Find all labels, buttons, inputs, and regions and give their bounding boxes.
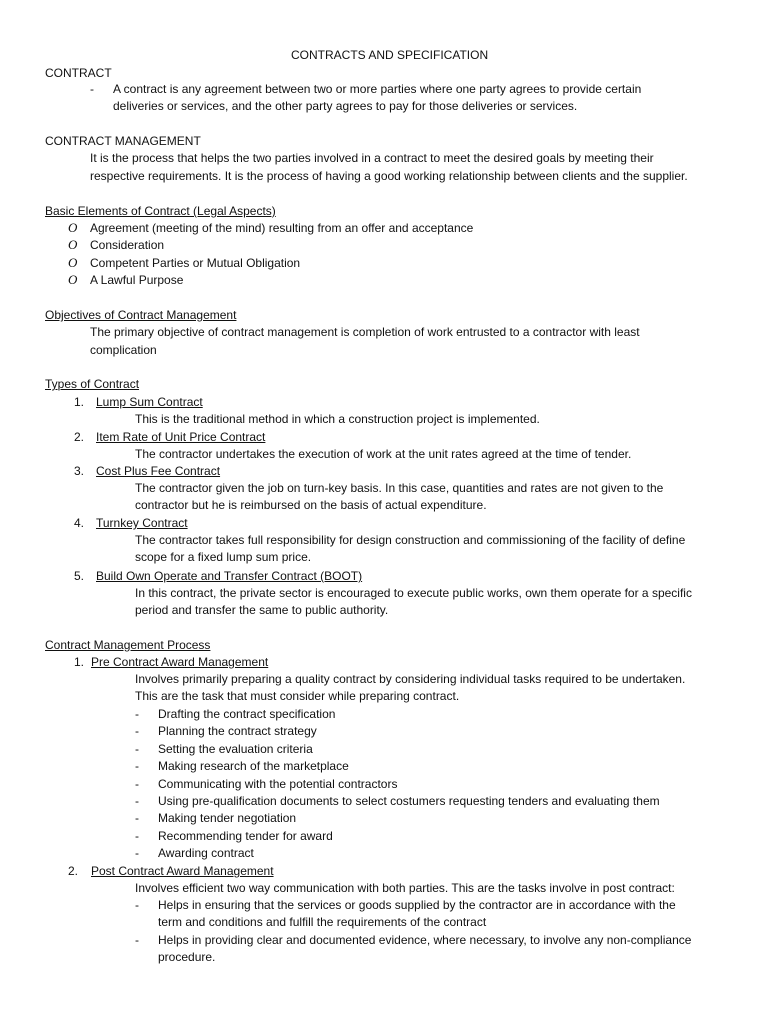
paragraph-line: respective requirements. It is the process of having a good working relationship between clients and the supplier. [90, 169, 688, 183]
paragraph-line: deliveries or services, and the other party agrees to pay for those deliveries or services. [113, 99, 578, 113]
list-number: 1. [74, 395, 85, 409]
list-item: Competent Parties or Mutual Obligation [90, 256, 301, 270]
paragraph-line: The contractor undertakes the execution of work at the unit rates agreed at the time of tender. [135, 447, 632, 461]
paragraph-line: The contractor takes full responsibility for design construction and commissioning of the facility of define [135, 533, 686, 547]
contract-type-title: Item Rate of Unit Price Contract [96, 430, 266, 444]
process-step-title: Post Contract Award Management [91, 864, 274, 878]
bullet-dash: - [135, 794, 139, 808]
bullet-dash: - [135, 898, 139, 912]
paragraph-line: This are the task that must consider while preparing contract. [135, 689, 460, 703]
section-heading-process: Contract Management Process [45, 638, 211, 652]
document-title: CONTRACTS AND SPECIFICATION [291, 48, 489, 62]
contract-type-title: Lump Sum Contract [96, 395, 203, 409]
list-number: 5. [74, 569, 85, 583]
bullet-dash: - [135, 777, 139, 791]
list-number: 3. [74, 464, 85, 478]
bullet-marker: O [68, 272, 78, 287]
task-item: procedure. [158, 950, 216, 964]
section-heading-contract-management: CONTRACT MANAGEMENT [45, 134, 201, 148]
bullet-dash: - [135, 759, 139, 773]
section-heading-basic-elements: Basic Elements of Contract (Legal Aspects) [45, 204, 276, 218]
paragraph-line: contractor but he is reimbursed on the basis of actual expenditure. [135, 498, 487, 512]
bullet-marker: O [68, 237, 78, 252]
list-number: 2. [68, 864, 79, 878]
bullet-dash: - [135, 811, 139, 825]
list-item: Agreement (meeting of the mind) resulting from an offer and acceptance [90, 221, 474, 235]
section-heading-contract: CONTRACT [45, 66, 112, 80]
section-heading-types: Types of Contract [45, 377, 140, 391]
list-item: Consideration [90, 238, 165, 252]
task-item: Making tender negotiation [158, 811, 297, 825]
list-number: 1. [74, 655, 85, 669]
bullet-dash: - [135, 846, 139, 860]
bullet-dash: - [135, 707, 139, 721]
task-item: Helps in ensuring that the services or goods supplied by the contractor are in accordance with the [158, 898, 676, 912]
task-item: Recommending tender for award [158, 829, 333, 843]
bullet-dash: - [135, 829, 139, 843]
task-item: Drafting the contract specification [158, 707, 336, 721]
list-item: A Lawful Purpose [90, 273, 184, 287]
bullet-marker: O [68, 255, 78, 270]
contract-type-title: Build Own Operate and Transfer Contract (BOOT) [96, 569, 363, 583]
task-item: Planning the contract strategy [158, 724, 317, 738]
paragraph-line: complication [90, 343, 157, 357]
paragraph-line: The primary objective of contract management is completion of work entrusted to a contractor with least [90, 325, 640, 339]
paragraph-line: It is the process that helps the two parties involved in a contract to meet the desired goals by meeting their [90, 151, 654, 165]
paragraph-line: The contractor given the job on turn-key basis. In this case, quantities and rates are not given to the [135, 481, 664, 495]
contract-type-title: Cost Plus Fee Contract [96, 464, 221, 478]
bullet-dash: - [135, 742, 139, 756]
task-item: Setting the evaluation criteria [158, 742, 313, 756]
task-item: term and conditions and fulfill the requirements of the contract [158, 915, 487, 929]
paragraph-line: scope for a fixed lump sum price. [135, 550, 312, 564]
bullet-dash: - [135, 724, 139, 738]
process-step-title: Pre Contract Award Management [91, 655, 269, 669]
contract-type-title: Turnkey Contract [96, 516, 188, 530]
paragraph-line: A contract is any agreement between two or more parties where one party agrees to provide certain [113, 82, 642, 96]
section-heading-objectives: Objectives of Contract Management [45, 308, 237, 322]
list-number: 4. [74, 516, 85, 530]
paragraph-line: This is the traditional method in which a construction project is implemented. [135, 412, 540, 426]
bullet-marker: O [68, 220, 78, 235]
paragraph-line: period and transfer the same to public authority. [135, 603, 389, 617]
bullet-dash: - [135, 933, 139, 947]
task-item: Helps in providing clear and documented evidence, where necessary, to involve any non-compliance [158, 933, 692, 947]
task-item: Using pre-qualification documents to select costumers requesting tenders and evaluating them [158, 794, 660, 808]
paragraph-line: In this contract, the private sector is encouraged to execute public works, own them operate for a specific [135, 586, 692, 600]
paragraph-line: Involves efficient two way communication with both parties. This are the tasks involve in post contract: [135, 881, 675, 895]
paragraph-line: Involves primarily preparing a quality contract by considering individual tasks required to be undertaken. [135, 672, 686, 686]
task-item: Making research of the marketplace [158, 759, 349, 773]
list-number: 2. [74, 430, 85, 444]
task-item: Awarding contract [158, 846, 254, 860]
task-item: Communicating with the potential contractors [158, 777, 398, 791]
bullet-dash: - [90, 82, 94, 96]
